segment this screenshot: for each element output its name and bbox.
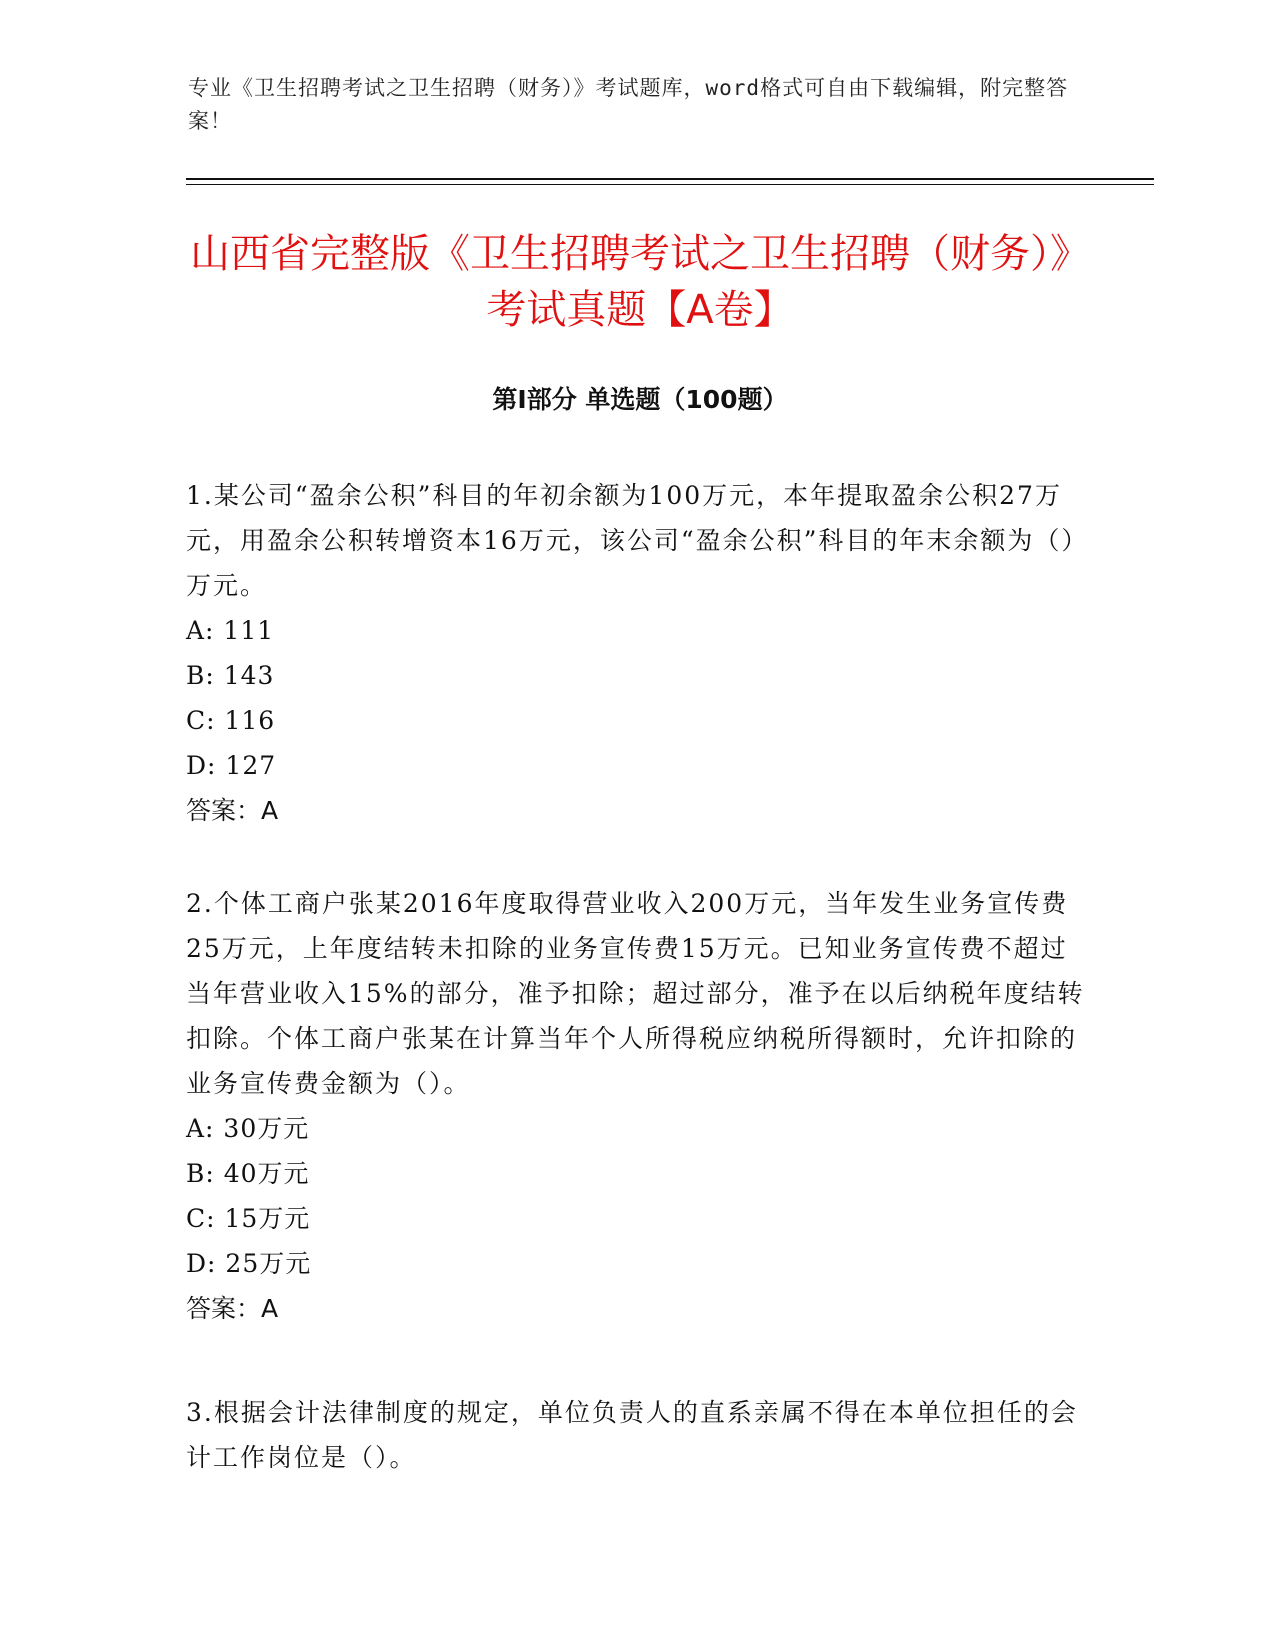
option-a: A: 30万元 bbox=[186, 1114, 310, 1143]
option-b: B: 40万元 bbox=[186, 1159, 310, 1188]
header-divider-thin bbox=[186, 184, 1154, 185]
option-d: D: 127 bbox=[186, 751, 277, 780]
question-2 bbox=[186, 881, 1086, 1331]
question-stem: 2.个体工商户张某2016年度取得营业收入200万元，当年发生业务宣传费25万元，上年度结转未扣除的业务宣传费15万元。已知业务宣传费不超过当年营业收入15%的部分，准予扣除；超过部分，准予在以后纳税年度结转扣除。个体工商户张某在计算当年个人所得税应纳税所得额时，允许扣除的业务宣传费金额为（）。 bbox=[186, 889, 1085, 1098]
option-d: D: 25万元 bbox=[186, 1249, 312, 1278]
answer: 答案：A bbox=[186, 796, 279, 825]
option-a: A: 111 bbox=[186, 616, 275, 645]
header-divider-thick bbox=[186, 178, 1154, 180]
section-heading: 第I部分 单选题（100题） bbox=[492, 385, 788, 414]
option-c: C: 15万元 bbox=[186, 1204, 311, 1233]
option-c: C: 116 bbox=[186, 706, 276, 735]
answer: 答案：A bbox=[186, 1294, 279, 1323]
question-stem: 1.某公司“盈余公积”科目的年初余额为100万元，本年提取盈余公积27万元，用盈余公积转增资本16万元，该公司“盈余公积”科目的年末余额为（）万元。 bbox=[186, 481, 1076, 600]
option-b: B: 143 bbox=[186, 661, 275, 690]
question-stem: 3.根据会计法律制度的规定，单位负责人的直系亲属不得在本单位担任的会计工作岗位是（）。 bbox=[186, 1398, 1078, 1472]
question-3 bbox=[186, 1390, 1086, 1480]
header-note: 专业《卫生招聘考试之卫生招聘（财务）》考试题库，word格式可自由下载编辑，附完整答案！ bbox=[188, 76, 1069, 133]
document-title: 山西省完整版《卫生招聘考试之卫生招聘（财务）》考试真题【A卷】 bbox=[190, 231, 1090, 333]
question-1 bbox=[186, 473, 1086, 833]
